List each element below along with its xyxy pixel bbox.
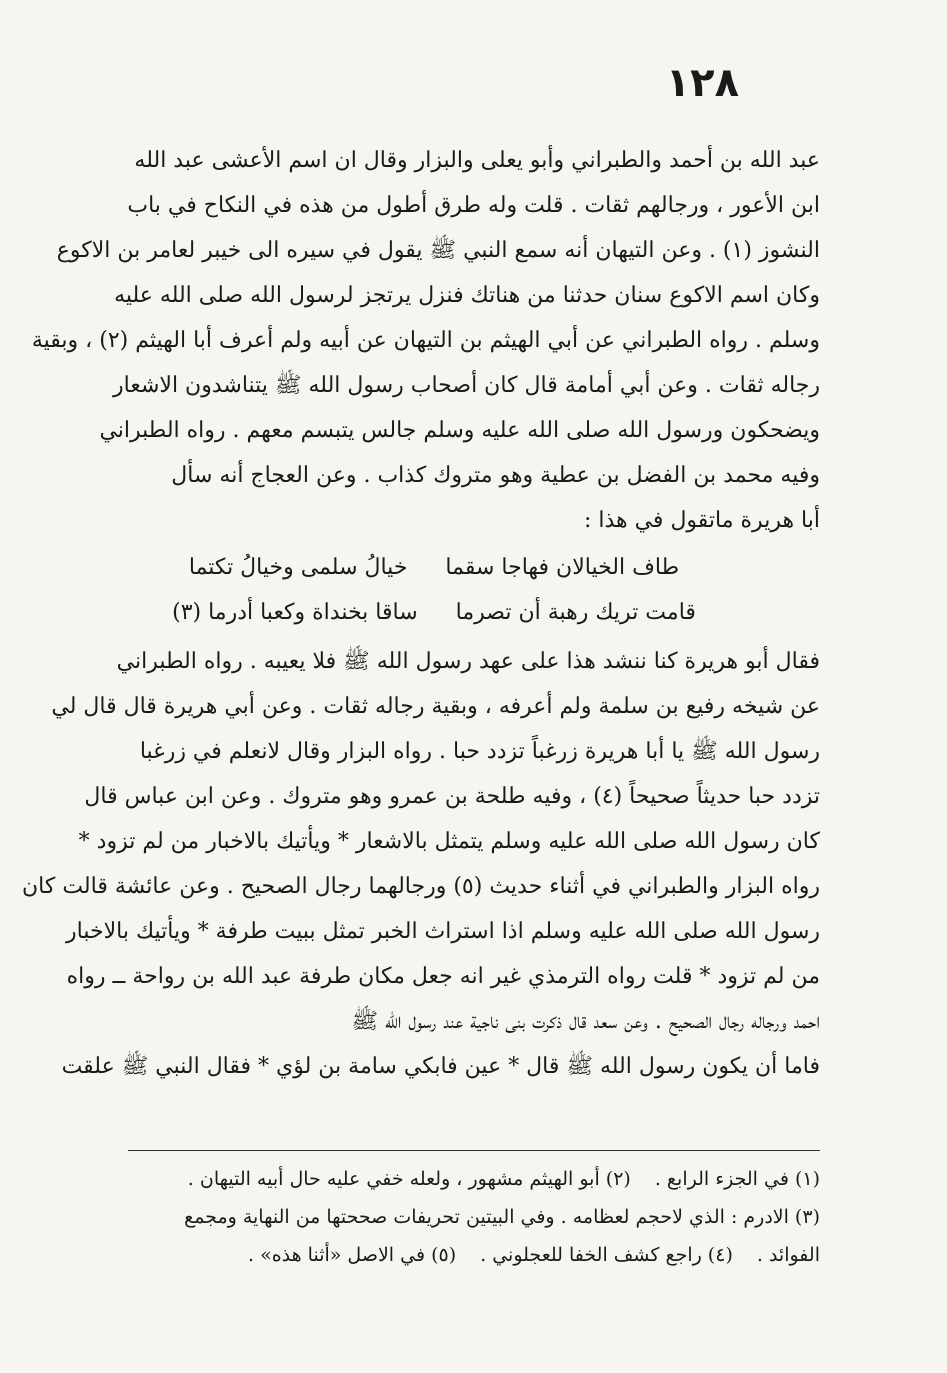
text-line: رسول الله ﷺ يا أبا هريرة زرغباً تزدد حبا . رواه البزار وقال لانعلم في زرغبا [139, 739, 820, 764]
text-line: ابن الأعور ، ورجالهم ثقات . قلت وله طرق أطول من هذه في النكاح في باب [127, 193, 820, 218]
text-line: رسول الله صلى الله عليه وسلم اذا استراث الخبر تمثل ببيت طرفة * ويأتيك بالاخبار [66, 919, 820, 944]
footnote-3: (٣) الادرم : الذي لاحجم لعظامه . وفي البيتين تحريفات صححتها من النهاية ومجمع [184, 1206, 820, 1228]
footnote-line [128, 1160, 820, 1198]
text-line: تزدد حبا حديثاً صحيحاً (٤) ، وفيه طلحة بن عمرو وهو متروك . وعن ابن عباس قال [84, 784, 820, 809]
main-text [22, 138, 820, 1089]
text-line: فاما أن يكون رسول الله ﷺ قال * عين فابكي سامة بن لؤي * فقال النبي ﷺ علقت [61, 1054, 820, 1079]
text-line: وسلم . رواه الطبراني عن أبي الهيثم بن التيهان عن أبيه ولم أعرف أبا الهيثم (٢) ، وبقية [31, 328, 820, 353]
text-line: ويضحكون ورسول الله صلى الله عليه وسلم جالس يتبسم معهم . رواه الطبراني [99, 418, 820, 443]
text-line: رواه البزار والطبراني في أثناء حديث (٥) ورجالهما رجال الصحيح . وعن عائشة قالت كان [22, 874, 820, 899]
footnote-5: (٥) في الاصل «أثنا هذه» . [247, 1244, 457, 1266]
poem [128, 545, 820, 635]
verse-second-hemistich: ساقا بخنداة وكعبا أدرما (٣) [172, 600, 418, 625]
footnote-2: (٢) أبو الهيثم مشهور ، ولعله خفي عليه حال أبيه التيهان . [187, 1168, 631, 1190]
text-line: عن شيخه رفيع بن سلمة ولم أعرفه ، وبقية رجاله ثقات . وعن أبي هريرة قال قال لي [51, 694, 820, 719]
text-line: أبا هريرة ماتقول في هذا : [583, 508, 820, 533]
footnote-3-continued: الفوائد . [756, 1244, 820, 1266]
text-line: وكان اسم الاكوع سنان حدثنا من هناتك فنزل يرتجز لرسول الله صلى الله عليه [114, 283, 820, 308]
text-line: فقال أبو هريرة كنا ننشد هذا على عهد رسول الله ﷺ فلا يعيبه . رواه الطبراني [116, 649, 820, 674]
footnote-4: (٤) راجع كشف الخفا للعجلوني . [480, 1244, 733, 1266]
footnote-line [128, 1236, 820, 1274]
text-line: كان رسول الله صلى الله عليه وسلم يتمثل بالاشعار * ويأتيك بالاخبار من لم تزود * [78, 829, 820, 854]
verse-first-hemistich: قامت تريك رهبة أن تصرما [455, 600, 696, 625]
text-line: عبد الله بن أحمد والطبراني وأبو يعلى والبزار وقال ان اسم الأعشى عبد الله [134, 148, 820, 173]
text-line: رجاله ثقات . وعن أبي أمامة قال كان أصحاب رسول الله ﷺ يتناشدون الاشعار [113, 373, 820, 398]
footnotes [128, 1160, 820, 1274]
verse-second-hemistich: خيالُ سلمى وخيالُ تكتما [188, 555, 408, 580]
footnote-1: (١) في الجزء الرابع . [654, 1168, 820, 1190]
poem-verse [128, 590, 820, 635]
text-line: النشوز (١) . وعن التيهان أنه سمع النبي ﷺ يقول في سيره الى خيبر لعامر بن الاكوع [56, 238, 820, 263]
text-line: احمد ورجاله رجال الصحيح . وعن سعد قال ذكرت بنى ناجية عند رسول الله ﷺ [351, 1009, 820, 1034]
verse-first-hemistich: طاف الخيالان فهاجا سقما [445, 555, 680, 580]
text-line: وفيه محمد بن الفضل بن عطية وهو متروك كذاب . وعن العجاج أنه سأل [171, 463, 820, 488]
text-line: من لم تزود * قلت رواه الترمذي غير انه جعل مكان طرفة عبد الله بن رواحة ــ رواه [66, 964, 820, 989]
page-number: ١٢٨ [665, 60, 739, 106]
footnote-separator [128, 1150, 820, 1151]
poem-verse [128, 545, 820, 590]
